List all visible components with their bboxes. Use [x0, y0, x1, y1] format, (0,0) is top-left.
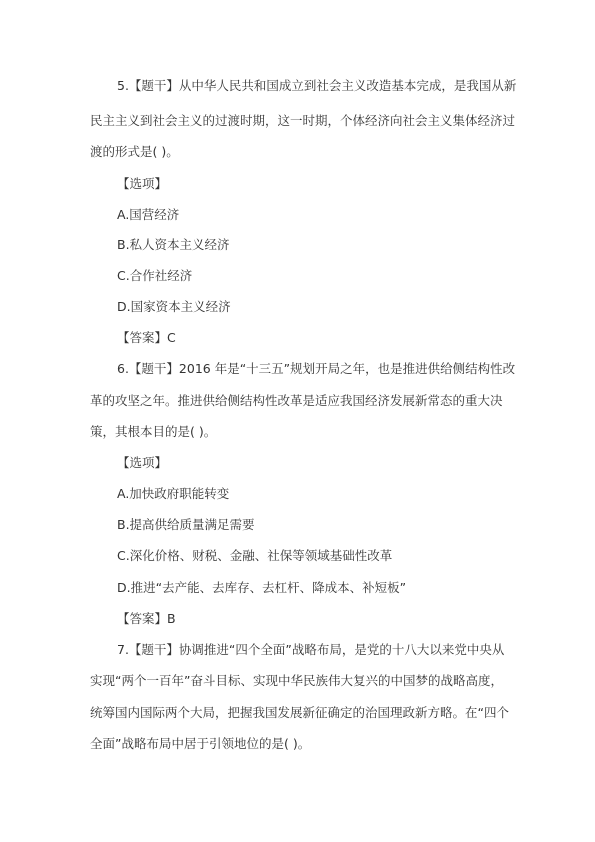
q5-stem-line-3: 渡的形式是( )。	[90, 144, 179, 159]
q6-answer: 【答案】B	[117, 611, 176, 626]
q5-option-b: B.私人资本主义经济	[117, 237, 230, 252]
q5-option-a: A.国营经济	[117, 207, 180, 222]
q6-options-label: 【选项】	[117, 455, 168, 470]
q5-options-label: 【选项】	[117, 176, 168, 191]
q5-stem-line-1: 5.【题干】从中华人民共和国成立到社会主义改造基本完成，是我国从新	[117, 78, 517, 93]
q7-stem-line-3: 统筹国内国际两个大局，把握我国发展新征确定的治国理政新方略。在“四个	[90, 705, 509, 720]
q6-stem-line-2: 革的攻坚之年。推进供给侧结构性改革是适应我国经济发展新常态的重大决	[90, 393, 503, 408]
q6-option-b: B.提高供给质量满足需要	[117, 517, 255, 532]
q6-stem-line-3: 策，其根本目的是( )。	[90, 424, 217, 439]
q6-option-c: C.深化价格、财税、金融、社保等领域基础性改革	[117, 548, 393, 563]
q6-option-d: D.推进“去产能、去库存、去杠杆、降成本、补短板”	[117, 580, 407, 595]
q5-stem-line-2: 民主主义到社会主义的过渡时期，这一时期，个体经济向社会主义集体经济过	[90, 113, 516, 128]
q6-option-a: A.加快政府职能转变	[117, 486, 230, 501]
q5-option-d: D.国家资本主义经济	[117, 299, 231, 314]
q7-stem-line-2: 实现“两个一百年”奋斗目标、实现中华民族伟大复兴的中国梦的战略高度，	[90, 673, 503, 688]
q6-stem-line-1: 6.【题干】2016 年是“十三五”规划开局之年，也是推进供给侧结构性改	[117, 361, 516, 376]
q5-option-c: C.合作社经济	[117, 268, 193, 283]
q7-stem-line-4: 全面”战略布局中居于引领地位的是( )。	[90, 736, 311, 751]
q5-answer: 【答案】C	[117, 330, 176, 345]
q7-stem-line-1: 7.【题干】协调推进“四个全面”战略布局，是党的十八大以来党中央从	[117, 642, 505, 657]
